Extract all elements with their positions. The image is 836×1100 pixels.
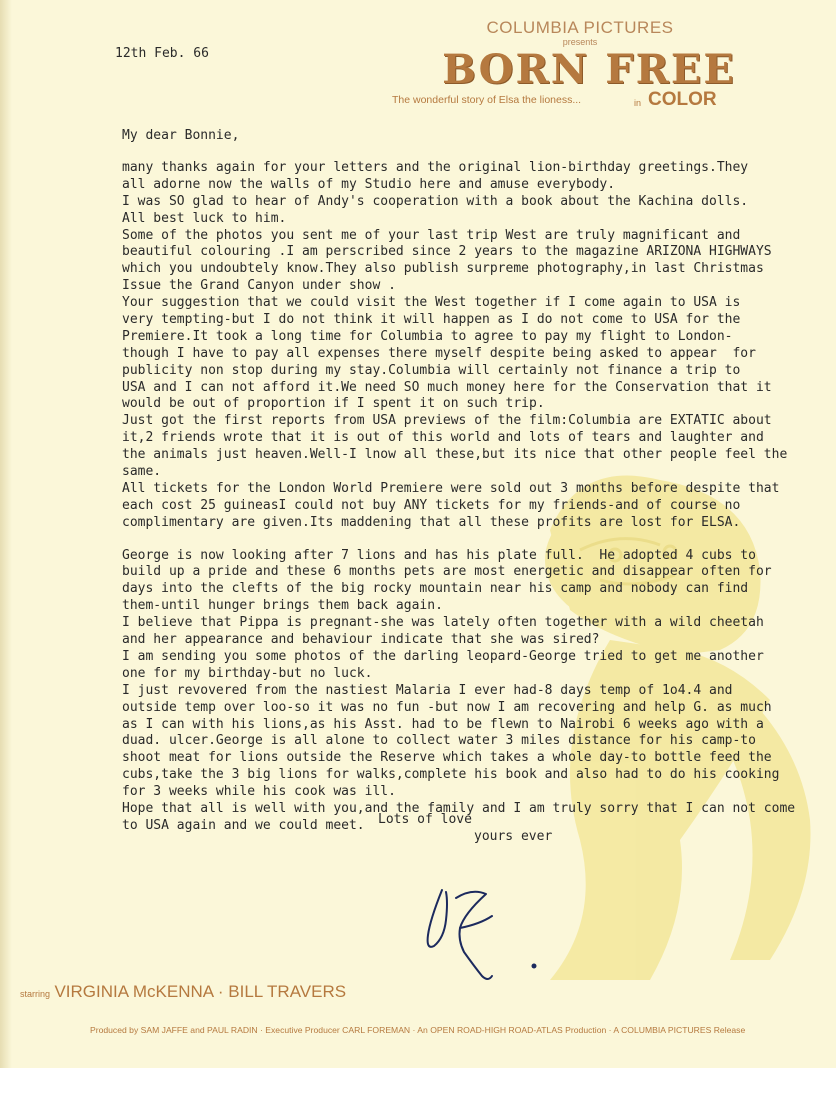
sheet-edge-shadow	[0, 0, 12, 1068]
letter-line: to USA again and we could meet.	[122, 817, 365, 833]
color-word: COLOR	[648, 89, 717, 110]
letter-line: complimentary are given.Its maddening that all these profits are lost for ELSA.	[122, 514, 741, 530]
letter-line: and her appearance and behaviour indicate that she was sired?	[122, 632, 600, 648]
paragraph-2	[122, 548, 822, 835]
starring-label: starring	[20, 989, 51, 999]
paragraph-gap	[122, 532, 822, 548]
letter-line: same.	[122, 464, 162, 480]
letter-line: Some of the photos you sent me of your last trip West are truly magnificant and	[122, 227, 741, 243]
letter-date: 12th Feb. 66	[115, 46, 209, 61]
letter-line: as I can with his lions,as his Asst. had to be flewn to Nairobi 6 weeks ago with a	[122, 716, 764, 732]
letter-line: I believe that Pippa is pregnant-she was lately often together with a wild cheetah	[122, 615, 764, 631]
paragraph-1	[122, 160, 822, 532]
letter-line: I was SO glad to hear of Andy's cooperation with a book about the Kachina dolls.	[122, 193, 749, 209]
letter-line: All best luck to him.	[122, 210, 287, 226]
letter-line: beautiful colouring .I am perscribed since 2 years to the magazine ARIZONA HIGHWAYS	[122, 244, 772, 260]
film-title: BORN FREE	[442, 46, 736, 93]
letter-line: Your suggestion that we could visit the West together if I come again to USA is	[122, 295, 741, 311]
production-credits: Produced by SAM JAFFE and PAUL RADIN · Executive Producer CARL FOREMAN · An OPEN ROAD-HIGH ROAD-ATLAS Production · A COLUMBIA PICTURES Release	[90, 1025, 746, 1035]
letter-line: each cost 25 guineasI could not buy ANY tickets for my friends-and of course no	[122, 497, 741, 513]
letter-line: which you undoubtely know.They also publish surpreme photography,in last Christmas	[122, 261, 764, 277]
letter-line: though I have to pay all expenses there myself despite being asked to appear for	[122, 345, 756, 361]
letter-line: All tickets for the London World Premiere were sold out 3 months before despite that	[122, 480, 780, 496]
letter-line: many thanks again for your letters and the original lion-birthday greetings.They	[122, 160, 749, 175]
film-tagline: The wonderful story of Elsa the lioness...	[392, 94, 582, 106]
letter-line: would be out of proportion if I spent it on such trip.	[122, 396, 545, 412]
letter-line: Just got the first reports from USA previews of the film:Columbia are EXTATIC about	[122, 413, 772, 429]
letter-line: Premiere.It took a long time for Columbia to agree to pay my flight to London-	[122, 328, 733, 344]
letter-line: one for my birthday-but no luck.	[122, 665, 373, 681]
letter-line: USA and I can not afford it.We need SO much money here for the Conservation that it	[122, 379, 772, 395]
letter-line: publicity non stop during my stay.Columbia will certainly not finance a trip to	[122, 362, 741, 378]
letter-line: Hope that all is well with you,and the family and I am truly sorry that I can not come	[122, 800, 796, 816]
letter-line: outside temp over loo-so it was no fun -but now I am recovering and help G. as much	[122, 699, 772, 715]
letter-line: them-until hunger brings them back again.	[122, 598, 443, 614]
letter-line: I am sending you some photos of the darling leopard-George tried to get me another	[122, 648, 764, 664]
letter-line: it,2 friends wrote that it is out of this world and lots of tears and laughter and	[122, 430, 764, 446]
closing-love: Lots of love	[378, 812, 472, 827]
letter-body	[122, 160, 822, 835]
letter-line: very tempting-but I do not think it will happen as I do not come to USA for the	[122, 312, 741, 328]
star-names: VIRGINIA McKENNA · BILL TRAVERS	[54, 982, 347, 1001]
letter-line: build up a pride and these 6 months pets are most energetic and disappear often for	[122, 564, 772, 580]
letter-line: for 3 weeks while his cook was ill.	[122, 784, 396, 800]
closing-yours: yours ever	[474, 829, 553, 844]
letter-line: the animals just heaven.Well-I lnow all these,but its nice that other people feel the	[122, 447, 788, 463]
starring-credit	[20, 982, 346, 1002]
letter-salutation: My dear Bonnie,	[122, 128, 240, 143]
studio-name: COLUMBIA PICTURES	[486, 18, 674, 37]
letter-line: shoot meat for lions outside the Reserve which takes a whole day-to bottle feed the	[122, 750, 772, 766]
letter-line: George is now looking after 7 lions and has his plate full. He adopted 4 cubs to	[122, 547, 756, 563]
letter-line: duad. ulcer.George is all alone to collect water 3 miles distance for his camp-to	[122, 733, 756, 749]
letter-line: days into the clefts of the big rocky mountain near his camp and nobody can find	[122, 581, 749, 597]
handwritten-signature-icon	[420, 880, 560, 990]
letter-line: all adorne now the walls of my Studio here and amuse everybody.	[122, 176, 616, 192]
letter-line: I just revovered from the nastiest Malaria I ever had-8 days temp of 1o4.4 and	[122, 682, 733, 698]
in-word: in	[634, 98, 642, 108]
letter-line: cubs,take the 3 big lions for walks,complete his book and also had to do his cooking	[122, 767, 780, 783]
letterhead	[380, 14, 780, 114]
presents-text: presents	[562, 37, 598, 47]
letter-line: Issue the Grand Canyon under show .	[122, 278, 396, 294]
